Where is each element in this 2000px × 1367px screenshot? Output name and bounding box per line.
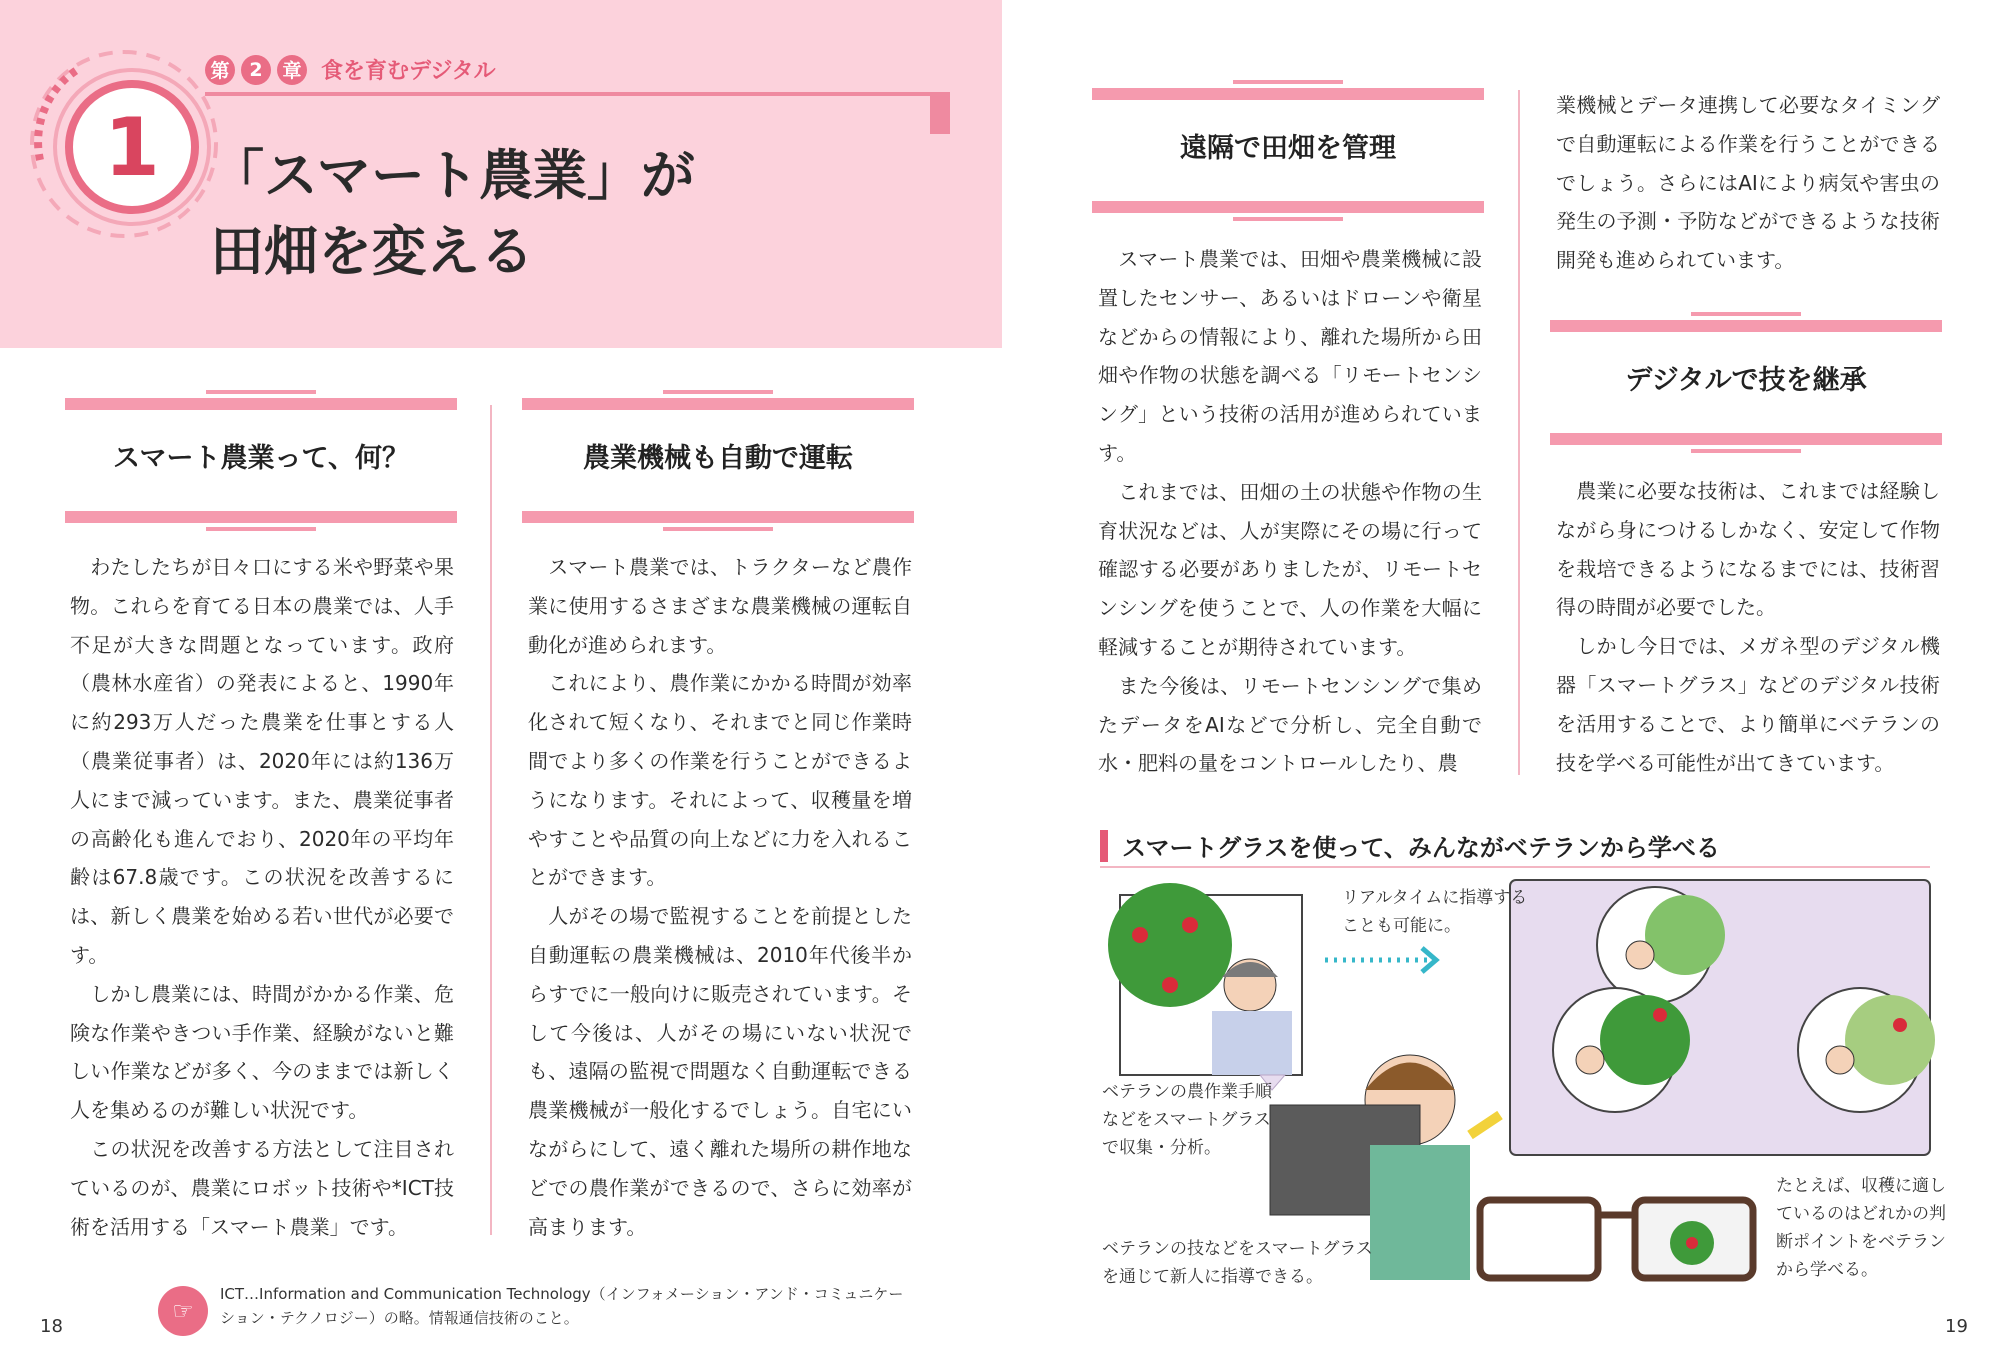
- paragraph: 農業に必要な技術は、これまでは経験しながら身につけるしかなく、安定して作物を栽培できるようになるまでには、技術習得の時間が必要でした。: [1556, 479, 1940, 620]
- paragraph: これまでは、田畑の土の状態や作物の生育状況などは、人が実際にその場に行って確認する必要がありましたが、リモートセンシングを使うことで、人の作業を大幅に軽減することが期待されています。: [1098, 479, 1482, 659]
- paragraph: これにより、農作業にかかる時間が効率化されて短くなり、それまでと同じ作業時間でより多くの作業を行うことができるようになります。それによって、収穫量を増やすことや品質の向上などに力を入れることができます。: [528, 671, 912, 890]
- chapter-label: [205, 54, 496, 85]
- title-line-2: 田畑を変える: [210, 220, 534, 283]
- section-heading-box: [1550, 320, 1942, 445]
- page-number-left: 18: [40, 1316, 63, 1337]
- section-body: [70, 548, 454, 1246]
- paragraph: しかし農業には、時間がかかる作業、危険な作業やきつい手作業、経験がないと難しい作業などが多く、今のままでは新しく人を集めるのが難しい状況です。: [70, 981, 454, 1123]
- chapter-suffix: 章: [277, 55, 307, 85]
- section-body: [1098, 240, 1482, 783]
- section-lead: 業機械とデータ連携して必要なタイミングで自動運転による作業を行うことができるでしょう。さらにはAIにより病気や害虫の発生の予測・予防などができるような技術開発も進められています。: [1556, 93, 1940, 273]
- section-heading-box: [1092, 88, 1484, 213]
- page-number-right: 19: [1945, 1316, 1968, 1337]
- footnote: ICT…Information and Communication Technology（インフォメーション・アンド・コミュニケーション・テクノロジー）の略。情報通信技術のこと。: [220, 1285, 904, 1327]
- veteran-body: [1212, 1011, 1292, 1075]
- chapter-prefix: 第: [205, 55, 235, 85]
- apple: [1182, 917, 1198, 933]
- paragraph: しかし今日では、メガネ型のデジタル機器「スマートグラス」などのデジタル技術を活用することで、より簡単にベテランの技を学べる可能性が出てきています。: [1556, 634, 1940, 775]
- page-title: [210, 138, 695, 290]
- section-heading: デジタルで技を継承: [1625, 365, 1867, 396]
- caption-learn: たとえば、収穫に適しているのはどれかの判断ポイントをベテランから学べる。: [1776, 1176, 1946, 1280]
- lesson-number: 1: [65, 80, 199, 214]
- section-heading-box: [522, 398, 914, 523]
- glasses-lens-left: [1480, 1200, 1598, 1278]
- illustration-rule: [1100, 866, 1930, 868]
- paragraph: スマート農業では、田畑や農業機械に設置したセンサー、あるいはドローンや衛星などからの情報により、離れた場所から田畑や作物の状態を調べる「リモートセンシング」という技術の活用が進められています。: [1098, 247, 1482, 465]
- section-heading: 遠隔で田畑を管理: [1180, 133, 1396, 164]
- chapter-number: 2: [241, 55, 271, 85]
- section-heading: スマート農業って、何？: [113, 443, 409, 474]
- caption-realtime: リアルタイムに指導することも可能に。: [1342, 888, 1528, 936]
- paragraph: この状況を改善する方法として注目されているのが、農業にロボット技術や*ICT技術を活用する「スマート農業」です。: [70, 1136, 454, 1239]
- section-body: [1556, 472, 1940, 782]
- pointing-hand-icon: ☞: [158, 1286, 208, 1336]
- learner-hair: [1365, 1063, 1455, 1091]
- paragraph: スマート農業では、トラクターなど農作業に使用するさまざまな農業機械の運転自動化が進められます。: [528, 555, 912, 657]
- caption-collect: ベテランの農作業手順などをスマートグラスで収集・分析。: [1102, 1082, 1272, 1158]
- column-divider: [490, 405, 492, 1235]
- illustration-title: スマートグラスを使って、みんながベテランから学べる: [1100, 828, 1720, 863]
- caption-teach: ベテランの技などをスマートグラスを通じて新人に指導できる。: [1102, 1239, 1373, 1287]
- learn-arrow: [1470, 1115, 1500, 1135]
- section-body: [528, 548, 912, 1246]
- column-divider: [1518, 90, 1520, 775]
- chapter-title: 食を育むデジタル: [321, 59, 496, 84]
- paragraph: また今後は、リモートセンシングで集めたデータをAIなどで分析し、完全自動で水・肥料の量をコントロールしたり、農: [1098, 673, 1482, 776]
- section-heading-box: [65, 398, 457, 523]
- chapter-rule-end: [930, 92, 950, 134]
- apple: [1162, 977, 1178, 993]
- paragraph: わたしたちが日々口にする米や野菜や果物。これらを育てる日本の農業では、人手不足が大きな問題となっています。政府（農林水産省）の発表によると、1990年に約293万人だった農業を仕事とする人（農業従事者）は、2020年には約136万人にまで減っています。また、農業従事者の高齢化も進んでおり、2020年の平均年齢は67.8歳です。この状況を改善するには、新しく農業を始める若い世代が必要です。: [70, 555, 454, 967]
- paragraph: 人がその場で監視することを前提とした自動運転の農業機械は、2010年代後半からすでに一般向けに販売されています。そして今後は、人がその場にいない状況でも、遠隔の監視で問題なく自動運転できる農業機械が一般化するでしょう。自宅にいながらにして、遠く離れた場所の耕作地などでの農作業ができるので、さらに効率が高まります。: [528, 904, 912, 1239]
- apple: [1132, 927, 1148, 943]
- chapter-rule: [205, 92, 950, 96]
- section-heading: 農業機械も自動で運転: [583, 443, 853, 474]
- title-line-1: 「スマート農業」が: [210, 144, 695, 207]
